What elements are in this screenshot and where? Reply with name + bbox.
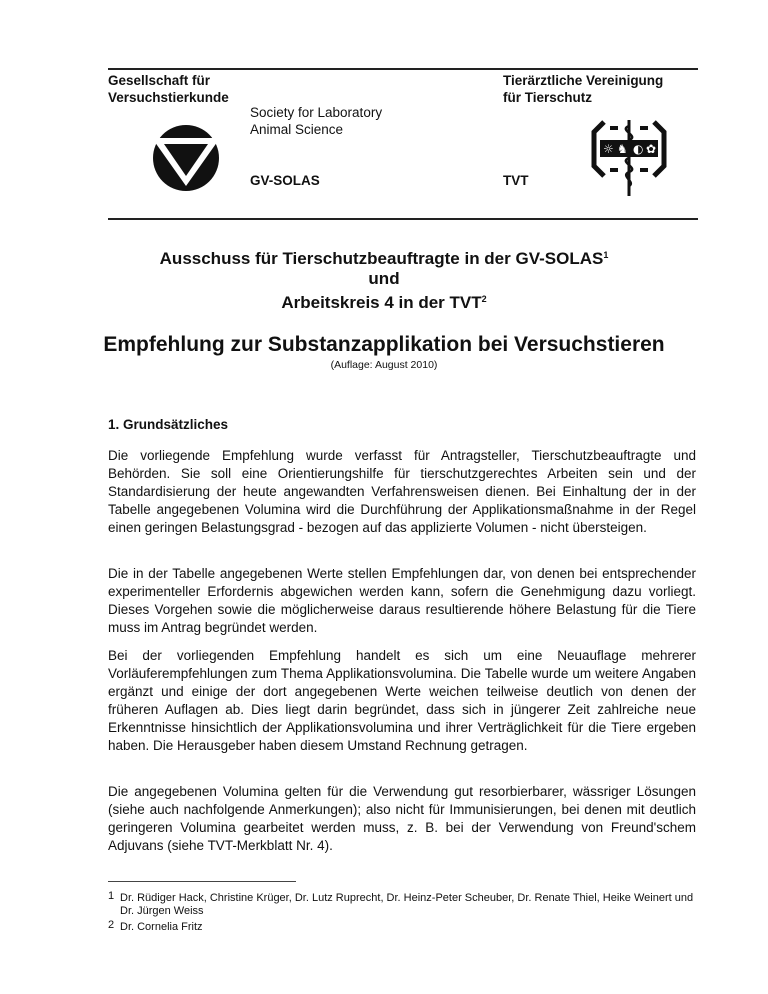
footnote-2 [108,921,708,934]
right-org-name [503,72,663,106]
title-line3-text: Arbeitskreis 4 in der TVT [281,293,482,312]
paragraph-3: Bei der vorliegenden Empfehlung handelt es sich um eine Neuauflage mehrerer Vorläuferempfehlungen zum Thema Applikationsvolumina. Die Tabelle wurde um weitere Angaben ergänzt und einige der dort angegebenen Werte weichen teilweise deutlich von denen der früheren Auflagen ab. Dies liegt darin begründet, dass sich in jüngerer Zeit zahlreiche neue Erkenntnisse hinsichtlich der Applikationsvolumina und ihrer Verträglichkeit für die Tiere ergeben haben. Die Herausgeber haben diesem Umstand Rechnung getragen. [108,648,696,753]
edition-note: (Auflage: August 2010) [330,359,438,371]
header-bottom-rule [108,218,698,220]
title-line2: und [368,269,400,288]
footnote-rule [108,881,296,882]
svg-text:♞: ♞ [617,142,628,156]
title-line1 [0,245,768,269]
left-org-line1: Gesellschaft für [108,73,211,88]
right-abbr: TVT [503,173,529,188]
footnote-1 [108,892,708,918]
footnote-1-text: Dr. Rüdiger Hack, Christine Krüger, Dr. Lutz Ruprecht, Dr. Heinz-Peter Scheuber, Dr. Renate Thiel, Heike Weinert und Dr. Jürgen Weiss [120,892,694,917]
paragraph-1: Die vorliegende Empfehlung wurde verfasst für Antragsteller, Tierschutzbeauftragte und Behörden. Sie soll eine Orientierungshilfe für tierschutzgerechtes Arbeiten sein und der Standardisierung der heute angewandten Verfahrensweisen dienen. Bei Einhaltung der in der Tabelle angegebenen Volumina wird die Durchführung der Applikationsmaßnahme in der Regel einen geringen Belastungsgrad - bezogen auf das applizierte Volumen - nicht übersteigen. [108,448,696,535]
right-org-line2: für Tierschutz [503,90,593,105]
tvt-logo-icon [590,118,668,198]
footnote-2-text: Dr. Cornelia Fritz [120,921,203,933]
section-heading: 1. Grundsätzliches [108,417,229,432]
footnote-2-number: 2 [108,919,115,931]
right-org-line1: Tierärztliche Vereinigung [503,73,664,88]
main-title: Empfehlung zur Substanzapplikation bei Versuchstieren [103,333,665,356]
left-org-line2: Versuchstierkunde [108,90,229,105]
gv-solas-logo-icon [152,124,220,192]
footnote-ref-2[interactable]: 2 [481,294,487,304]
title-line3 [0,289,768,313]
society-line2: Animal Science [250,122,344,137]
svg-text:☼: ☼ [603,142,614,156]
society-name [250,104,382,138]
committee-title [0,245,768,313]
paragraph-4: Die angegebenen Volumina gelten für die Verwendung gut resorbierbarer, wässriger Lösungen (siehe auch nachfolgende Anmerkungen); also nicht für Immunisierungen, bei denen mit deutlich geringeren Volumina gearbeitet werden muss, z. B. bei der Verwendung von Freund'schem Adjuvans (siehe TVT-Merkblatt Nr. 4). [108,784,696,853]
footnote-ref-1[interactable]: 1 [603,250,609,260]
header-top-rule [108,68,698,70]
footnote-1-number: 1 [108,890,115,902]
society-line1: Society for Laboratory [250,105,383,120]
svg-text:◐: ◐ [633,142,644,156]
title-line1-text: Ausschuss für Tierschutzbeauftragte in der GV-SOLAS [159,249,604,268]
left-org-name [108,72,229,106]
svg-text:✿: ✿ [646,142,657,156]
paragraph-2: Die in der Tabelle angegebenen Werte stellen Empfehlungen dar, von denen bei entsprechender experimenteller Erfordernis abgewichen werden kann, sofern die Genehmigung dazu vorliegt. Dieses Vorgehen sowie die möglicherweise daraus resultierende höhere Belastung für die Tiere muss im Antrag begründet werden. [108,566,696,635]
left-abbr: GV-SOLAS [250,173,320,188]
